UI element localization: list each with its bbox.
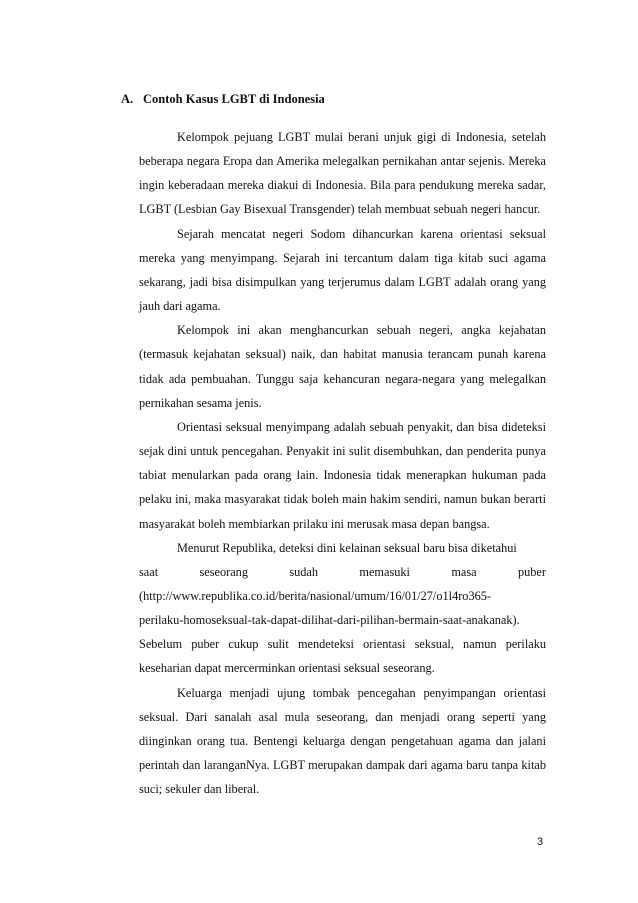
paragraph-2: Sejarah mencatat negeri Sodom dihancurkan karena orientasi seksual mereka yang menyimpang. Sejarah ini tercantum dalam tiga kitab suci agama sekarang, jadi bisa disimpulkan yang terjerumus dalam LGBT adalah orang yang jauh dari agama.: [139, 226, 546, 314]
paragraph-5-line-2: [139, 560, 546, 584]
paragraph-5-word: seseorang: [199, 564, 248, 579]
paragraph-6: Keluarga menjadi ujung tombak pencegahan penyimpangan orientasi seksual. Dari sanalah asal mula seseorang, dan menjadi orang seperti yang diinginkan orang tua. Bentengi keluarga dengan pengetahuan agama dan jalani perintah dan laranganNya. LGBT merupakan dampak dari agama baru tanpa kitab suci; sekuler dan liberal.: [139, 685, 546, 797]
paragraph-5-url-line-1: (http://www.republika.co.id/berita/nasional/umum/16/01/27/o1l4ro365-: [139, 588, 491, 603]
paragraph-5-word: memasuki: [359, 564, 410, 579]
paragraph-5-word: sudah: [289, 564, 319, 579]
section-letter: A.: [121, 92, 134, 106]
paragraph-5-url-line-2: perilaku-homoseksual-tak-dapat-dilihat-dari-pilihan-bermain-saat-anakanak).: [139, 613, 520, 628]
paragraph-4: Orientasi seksual menyimpang adalah sebuah penyakit, dan bisa dideteksi sejak dini untuk pencegahan. Penyakit ini sulit disembuhkan, dan penderita punya tabiat menularkan pada orang lain. Indonesia tidak menerapkan hukuman pada pelaku ini, maka masyarakat tidak boleh main hakim sendiri, namun bukan berarti masyarakat boleh membiarkan prilaku ini merusak masa depan bangsa.: [139, 419, 546, 531]
section-title: Contoh Kasus LGBT di Indonesia: [143, 92, 325, 106]
paragraph-5-word: puber: [517, 564, 546, 579]
paragraph-3: Kelompok ini akan menghancurkan sebuah negeri, angka kejahatan (termasuk kejahatan seksual) naik, dan habitat manusia terancam punah karena tidak ada pembuahan. Tunggu saja kehancuran negara-negara yang melegalkan pernikahan sesama jenis.: [139, 323, 546, 410]
paragraph-5: [139, 536, 546, 681]
page-number: 3: [537, 836, 544, 848]
body-text: [139, 125, 546, 801]
paragraph-5-word: masa: [451, 564, 477, 579]
paragraph-1: Kelompok pejuang LGBT mulai berani unjuk gigi di Indonesia, setelah beberapa negara Eropa dan Amerika melegalkan pernikahan antar sejenis. Mereka ingin keberadaan mereka diakui di Indonesia. Bila para pendukung mereka sadar, LGBT (Lesbian Gay Bisexual Transgender) telah membuat sebuah negeri hancur.: [139, 130, 546, 217]
section-heading: [121, 92, 325, 107]
paragraph-5-rest: Sebelum puber cukup sulit mendeteksi orientasi seksual, namun perilaku keseharian dapat mercerminkan orientasi seksual seseorang.: [139, 637, 546, 676]
paragraph-5-word: saat: [139, 564, 159, 579]
paragraph-5-line-1: Menurut Republika, deteksi dini kelainan seksual baru bisa diketahui: [177, 540, 517, 555]
